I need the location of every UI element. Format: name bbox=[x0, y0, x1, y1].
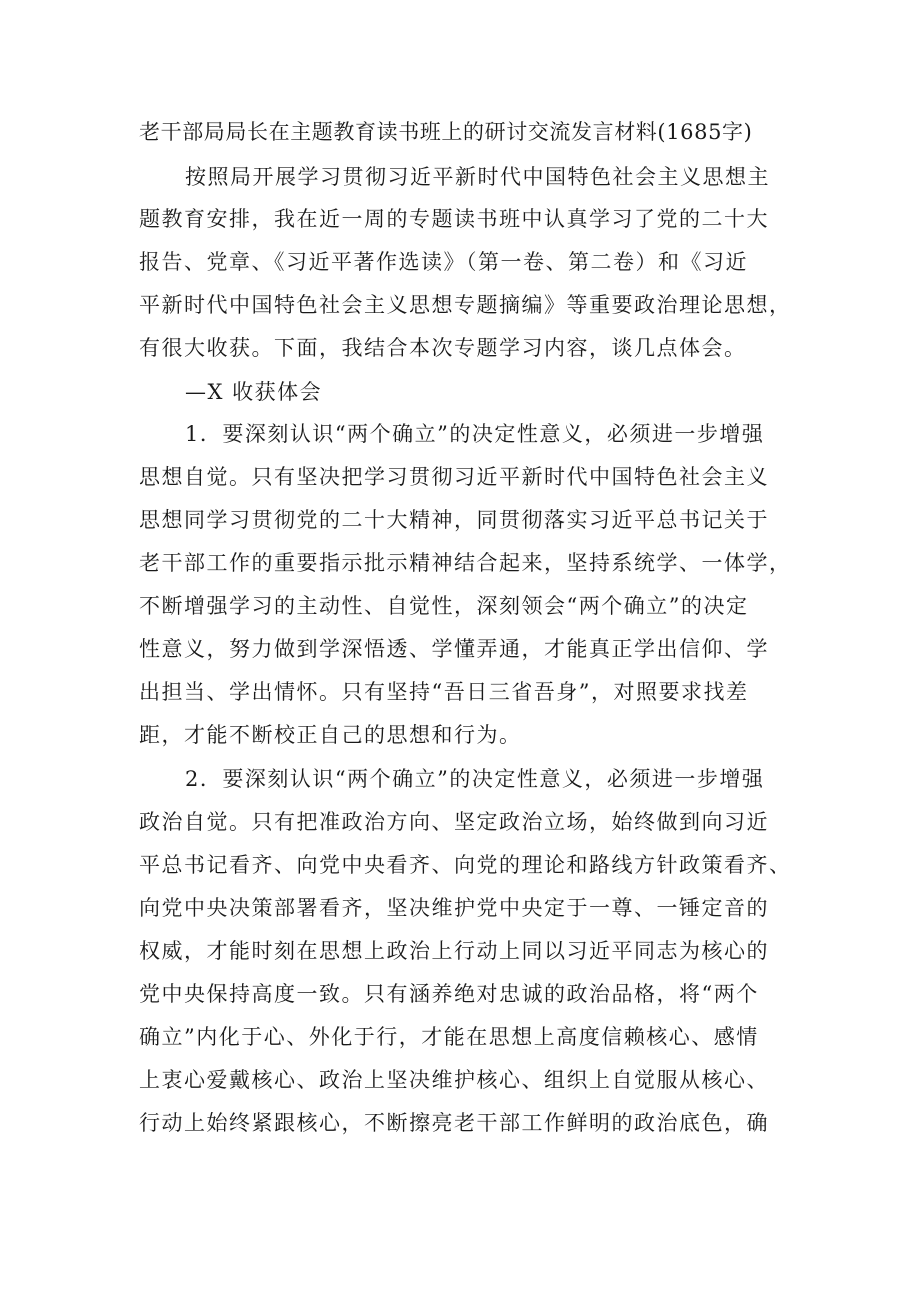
point2-line: 2．要深刻认识“两个确立”的决定性意义，必须进一步增强 bbox=[185, 767, 765, 791]
point1-line: 老干部工作的重要指示批示精神结合起来，坚持系统学、一体学， bbox=[139, 551, 792, 575]
point2-line: 党中央保持高度一致。只有涵养绝对忠诚的政治品格，将“两个 bbox=[139, 982, 759, 1006]
point2-line: 行动上始终紧跟核心，不断擦亮老干部工作鲜明的政治底色，确 bbox=[139, 1111, 769, 1135]
point2-line: 上衷心爱戴核心、政治上坚决维护核心、组织上自觉服从核心、 bbox=[139, 1068, 769, 1092]
document-title: 老干部局局长在主题教育读书班上的研讨交流发言材料(1685字) bbox=[139, 120, 753, 144]
section-heading: —X 收获体会 bbox=[185, 380, 323, 404]
point2-line: 政治自觉。只有把准政治方向、坚定政治立场，始终做到向习近 bbox=[139, 810, 769, 834]
point1-line: 出担当、学出情怀。只有坚持“吾日三省吾身”，对照要求找差 bbox=[139, 680, 749, 704]
point1-line: 思想同学习贯彻党的二十大精神，同贯彻落实习近平总书记关于 bbox=[139, 508, 769, 532]
point2-line: 权威，才能时刻在思想上政治上行动上同以习近平同志为核心的 bbox=[139, 939, 769, 963]
intro-line: 平新时代中国特色社会主义思想专题摘编》等重要政治理论思想， bbox=[139, 293, 792, 317]
point2-line: 平总书记看齐、向党中央看齐、向党的理论和路线方针政策看齐、 bbox=[139, 853, 792, 877]
point1-line: 思想自觉。只有坚决把学习贯彻习近平新时代中国特色社会主义 bbox=[139, 465, 769, 489]
intro-line: 报告、党章、《习近平著作选读》（第一卷、第二卷）和《习近 bbox=[139, 250, 748, 274]
point1-line: 不断增强学习的主动性、自觉性，深刻领会“两个确立”的决定 bbox=[139, 594, 749, 618]
point1-line: 1．要深刻认识“两个确立”的决定性意义，必须进一步增强 bbox=[185, 422, 765, 446]
point2-line: 确立”内化于心、外化于行，才能在思想上高度信赖核心、感情 bbox=[139, 1025, 759, 1049]
intro-line: 按照局开展学习贯彻习近平新时代中国特色社会主义思想主 bbox=[185, 165, 770, 189]
intro-line: 题教育安排，我在近一周的专题读书班中认真学习了党的二十大 bbox=[139, 207, 769, 231]
point1-line: 距，才能不断校正自己的思想和行为。 bbox=[139, 723, 522, 747]
point2-line: 向党中央决策部署看齐，坚决维护党中央定于一尊、一锤定音的 bbox=[139, 896, 769, 920]
intro-line: 有很大收获。下面，我结合本次专题学习内容，谈几点体会。 bbox=[139, 336, 747, 360]
point1-line: 性意义，努力做到学深悟透、学懂弄通，才能真正学出信仰、学 bbox=[139, 637, 769, 661]
